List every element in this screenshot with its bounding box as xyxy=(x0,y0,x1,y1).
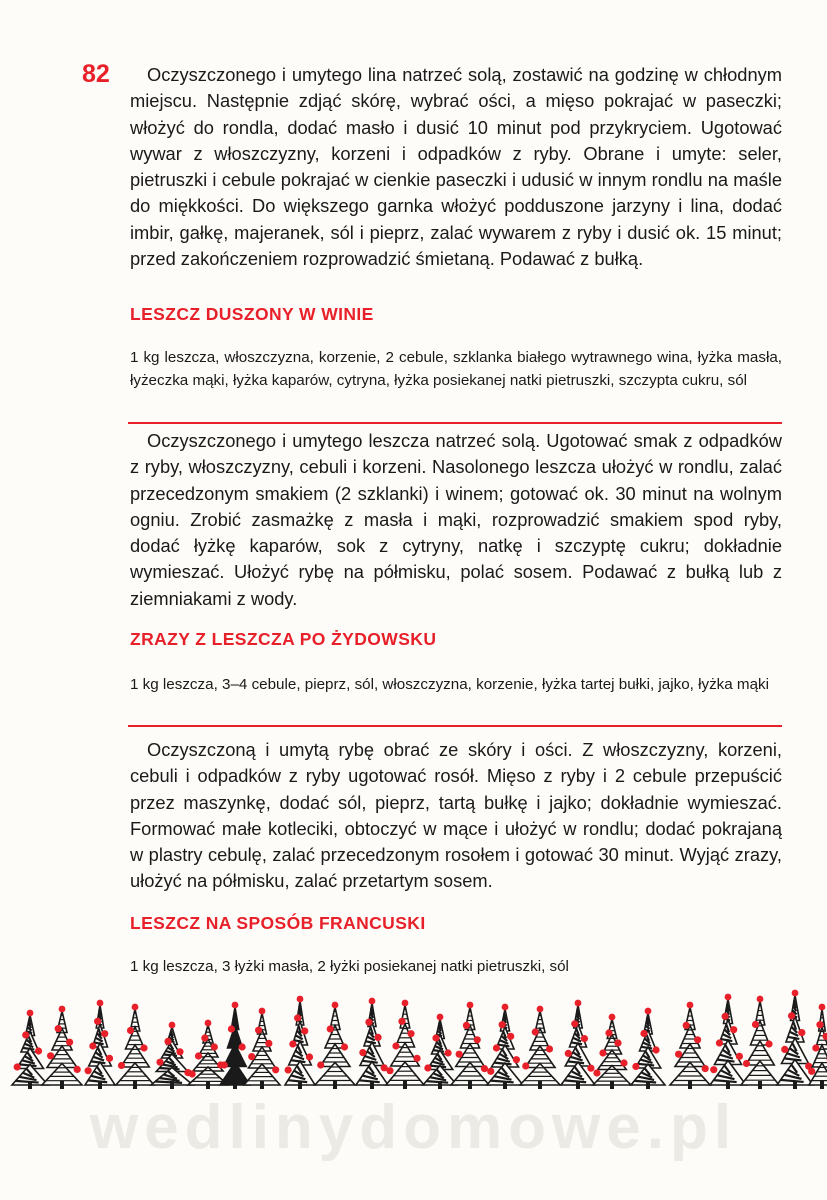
tree-icon xyxy=(423,1014,457,1089)
tree-icon xyxy=(188,1020,228,1089)
ingredients-zrazy: 1 kg leszcza, 3–4 cebule, pieprz, sól, włoszczyzna, korzenie, łyżka tartej bułki, jajko, łyżka mąki xyxy=(130,676,769,693)
intro-paragraph: Oczyszczonego i umytego lina natrzeć solą, zostawić na godzinę w chłodnym miejscu. Następnie zdjąć skórę, wybrać ości, a mięso pokrajać w paseczki; włożyć do rondla, dodać masło i dusić 10 minut pod przykryciem. Ugotować wywar z włoszczyzny, korzeni i odpadków z ryby. Obrane i umyte: seler, pietruszki i cebule pokrajać w cienkie paseczki i udusić w innym rondlu na maśle do miękkości. Do większego garnka włożyć podduszone jarzyny i lina, dodać imbir, gałkę, majeranek, sól i pieprz, zalać wywarem z ryby i dusić ok. 15 minut; przed zakończeniem rozprowadzić śmietaną. Podawać z bułką. xyxy=(130,64,782,270)
tree-icon xyxy=(808,1004,827,1089)
divider-rule xyxy=(128,422,782,424)
christmas-trees-illustration xyxy=(0,985,827,1095)
tree-icon xyxy=(285,996,315,1089)
tree-icon xyxy=(12,1010,48,1089)
divider-rule xyxy=(128,725,782,727)
tree-icon xyxy=(670,1002,710,1089)
recipe-title-leszcz-duszony: LESZCZ DUSZONY W WINIE xyxy=(130,304,374,324)
ingredients-leszcz-francuski: 1 kg leszcza, 3 łyżki masła, 2 łyżki posiekanej natki pietruszki, sól xyxy=(130,958,569,975)
tree-icon xyxy=(315,1002,355,1089)
recipe-title-leszcz-francuski: LESZCZ NA SPOSÓB FRANCUSKI xyxy=(130,913,426,933)
page-number: 82 xyxy=(82,60,110,88)
tree-icon xyxy=(116,1004,154,1089)
watermark: wedlinydomowe.pl xyxy=(89,1093,738,1162)
tree-icon xyxy=(151,1022,193,1089)
tree-icon xyxy=(561,1000,595,1089)
tree-icon xyxy=(220,1002,250,1089)
recipe-title-zrazy: ZRAZY Z LESZCZA PO ŻYDOWSKU xyxy=(130,629,437,649)
tree-icon xyxy=(741,996,779,1089)
tree-icon xyxy=(356,998,388,1089)
tree-icon xyxy=(42,1006,82,1089)
ingredients-leszcz-duszony: 1 kg leszcza, włoszczyzna, korzenie, 2 cebule, szklanka białego wytrawnego wina, łyżka masła, łyżeczka mąki, łyżka kaparów, cytryna, łyżka posiekanej natki pietruszki, szczypta cukru, sól xyxy=(130,349,782,389)
tree-icon xyxy=(520,1006,560,1089)
method-leszcz-duszony: Oczyszczonego i umytego leszcza natrzeć solą. Ugotować smak z odpadków z ryby, włoszczyzny, cebuli i korzeni. Nasolonego leszcza ułożyć w rondlu, zalać przecedzonym smakiem (2 szklanki) i winem; gotować ok. 30 minut na wolnym ogniu. Zrobić zasmażkę z masła i mąki, rozprowadzić smakiem spod ryby, dodać łyżkę kaparów, sok z cytryny, natkę i szczyptę cukru; dokładnie wymieszać. Ułożyć rybę na półmisku, polać sosem. Podawać z bułką lub z ziemniakami z wody. xyxy=(130,430,782,609)
tree-icon xyxy=(777,990,813,1089)
tree-icon xyxy=(85,1000,115,1089)
tree-icon xyxy=(386,1000,424,1089)
tree-icon xyxy=(631,1008,665,1089)
method-zrazy: Oczyszczoną i umytą rybę obrać ze skóry i ości. Z włoszczyzny, korzeni, cebuli i odpadków z ryby ugotować rosół. Mięso z ryby i 2 cebule przepuścić przez maszynkę, dodać sól, pieprz, tartą bułkę i jajko; dokładnie wymieszać. Formować małe kotleciki, obtoczyć w mące i ułożyć w rondlu; dodać pokrajaną w plastry cebulę, zalać przecedzonym rosołem i gotować 30 minut. Wyjąć zrazy, ułożyć na półmisku, zalać przetartym sosem. xyxy=(130,739,782,892)
tree-icon xyxy=(244,1008,280,1089)
tree-icon xyxy=(451,1002,489,1089)
tree-icon xyxy=(593,1014,631,1089)
tree-icon xyxy=(710,994,746,1089)
tree-icon xyxy=(487,1004,523,1089)
